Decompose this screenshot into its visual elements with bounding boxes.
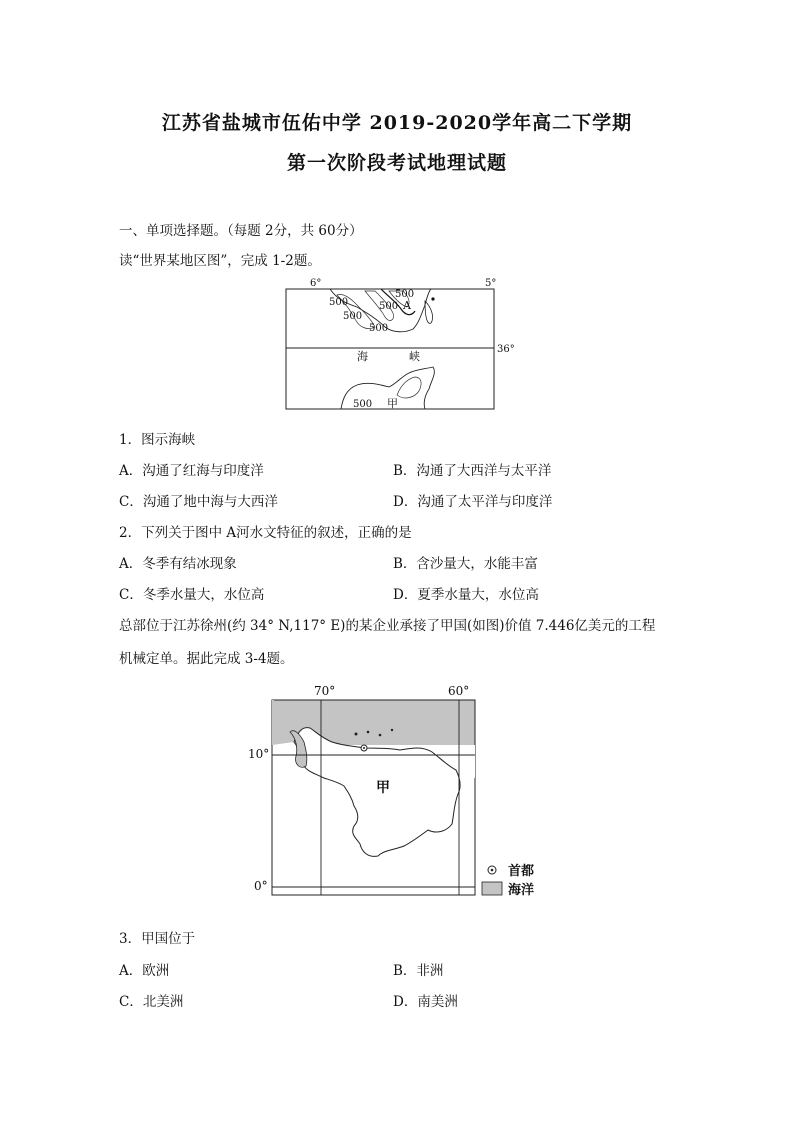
map1-contour-label: 500: [343, 311, 363, 322]
map1-strait-char1: 海: [357, 350, 368, 363]
passage-line-2: 机械定单。据此完成 3-4题。: [119, 651, 294, 667]
passage-line-1: 总部位于江苏徐州(约 34° N,117° E)的某企业承接了甲国(如图)价值 7.446亿美元的工程: [119, 618, 656, 634]
document-title-line2: 第一次阶段考试地理试题: [286, 152, 507, 174]
map1-contour-label: 500: [353, 399, 373, 410]
question-2-stem: 2．下列关于图中 A河水文特征的叙述，正确的是: [119, 525, 412, 541]
section-intro: 读“世界某地区图”，完成 1-2题。: [119, 253, 321, 269]
question-3-option-b: B．非洲: [393, 963, 444, 979]
document-title-line1: 江苏省盐城市伍佑中学 2019-2020学年高二下学期: [161, 112, 633, 134]
map1-strait-char2: 峡: [409, 350, 420, 363]
question-1-option-c: C．沟通了地中海与大西洋: [119, 494, 278, 510]
question-1-option-a: A．沟通了红海与印度洋: [119, 463, 264, 479]
question-3-option-c: C．北美洲: [119, 994, 184, 1010]
map1-lon-right: 5°: [485, 278, 497, 289]
country-map: [244, 682, 549, 900]
map1-contour-label: 500: [369, 323, 389, 334]
map1-lon-left: 6°: [310, 278, 322, 289]
map2-lon-60: 60°: [448, 684, 470, 698]
map2-lon-70: 70°: [314, 684, 336, 698]
strait-map: [285, 277, 525, 414]
question-3-option-d: D．南美洲: [393, 994, 458, 1010]
map2-country-label: 甲: [376, 780, 390, 796]
legend-ocean-label: 海洋: [508, 883, 535, 898]
map1-contour-label: 500: [395, 289, 415, 300]
map2-lat-10: 10°: [248, 747, 270, 761]
question-3-option-a: A．欧洲: [119, 963, 170, 979]
map1-river-label: A: [403, 299, 411, 312]
map1-country-label: 甲: [387, 397, 398, 410]
map1-contour-label: 500: [329, 297, 349, 308]
ocean-legend-swatch: [482, 882, 502, 895]
question-2-option-b: B．含沙量大，水能丰富: [393, 556, 538, 572]
map1-lat-label: 36°: [497, 344, 515, 355]
question-1-option-d: D．沟通了太平洋与印度洋: [393, 494, 553, 510]
section-heading: 一、单项选择题。（每题 2分，共 60分）: [119, 223, 363, 239]
question-2-option-c: C．冬季水量大，水位高: [119, 587, 265, 603]
legend-capital-label: 首都: [508, 864, 535, 879]
question-1-stem: 1．图示海峡: [119, 432, 196, 448]
map2-lat-0: 0°: [254, 879, 268, 893]
question-2-option-d: D．夏季水量大，水位高: [393, 587, 539, 603]
map1-contour-label: 500: [379, 301, 399, 312]
question-2-option-a: A．冬季有结冰现象: [119, 556, 237, 572]
question-3-stem: 3．甲国位于: [119, 931, 196, 947]
question-1-option-b: B．沟通了大西洋与太平洋: [393, 463, 552, 479]
